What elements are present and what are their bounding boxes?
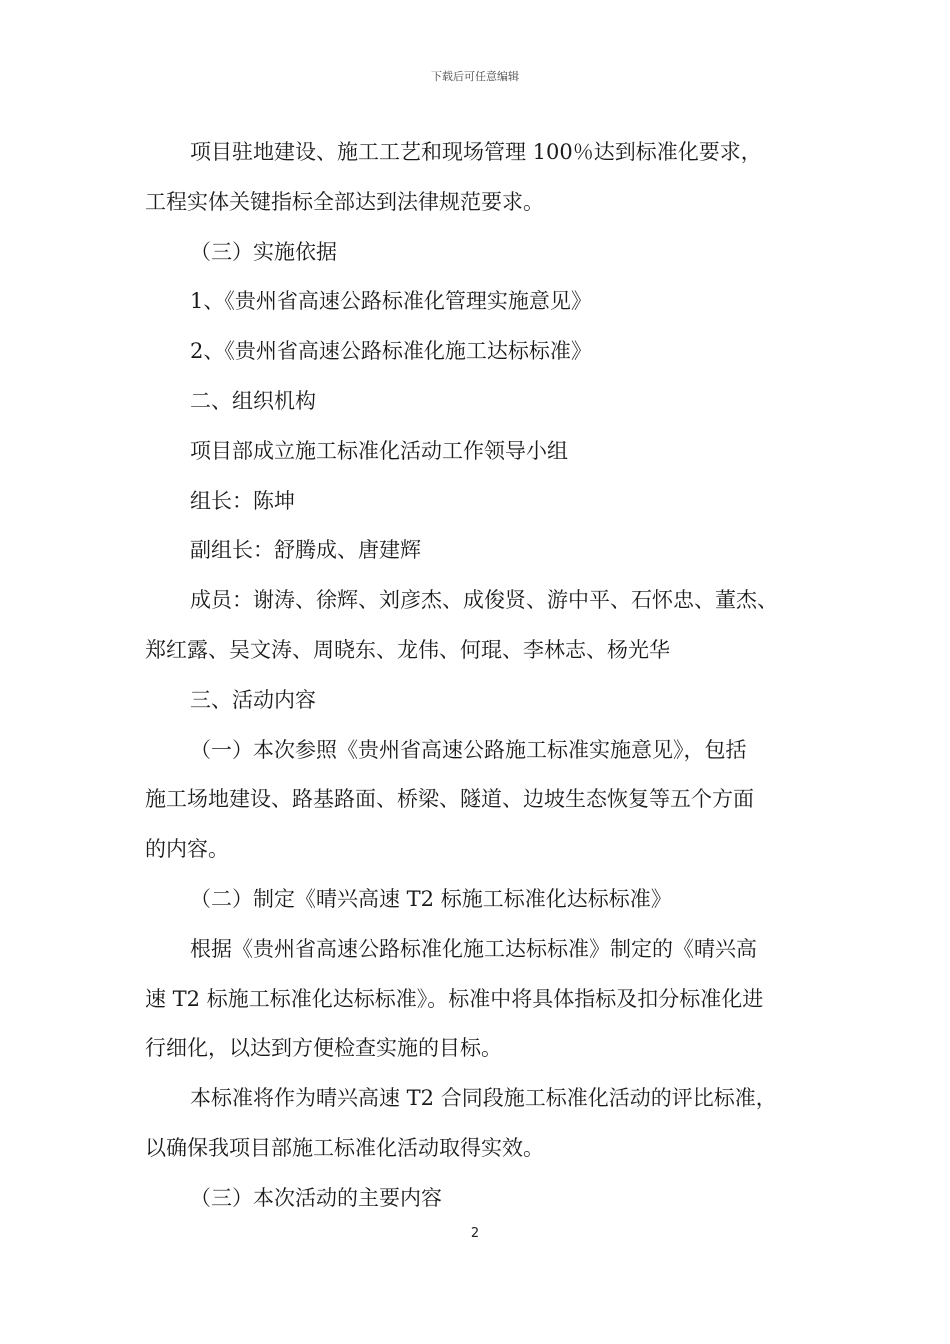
paragraph-line: 项目部成立施工标准化活动工作领导小组	[190, 438, 568, 463]
paragraph-line: 行细化，以达到方便检查实施的目标。	[145, 1036, 502, 1061]
section-heading: （三）本次活动的主要内容	[190, 1185, 442, 1210]
paragraph-line: 的内容。	[145, 837, 229, 862]
section-heading: 二、组织机构	[190, 388, 316, 413]
paragraph-line: 本标准将作为晴兴高速 T2 合同段施工标准化活动的评比标准，	[190, 1086, 777, 1111]
page-number: 2	[470, 1226, 480, 1241]
paragraph-line: 郑红露、吴文涛、周晓东、龙伟、何琨、李林志、杨光华	[145, 637, 670, 662]
paragraph-line: 速 T2 标施工标准化达标标准》。标准中将具体指标及扣分标准化进	[145, 986, 764, 1011]
paragraph-line: （一）本次参照《贵州省高速公路施工标准实施意见》，包括	[190, 737, 747, 762]
list-item: 1、《贵州省高速公路标准化管理实施意见》	[190, 289, 592, 314]
paragraph-line: 工程实体关键指标全部达到法律规范要求。	[145, 189, 544, 214]
paragraph-line: 组长：陈坤	[190, 488, 295, 513]
page-header: 下载后可任意编辑	[431, 70, 519, 83]
paragraph-line: 以确保我项目部施工标准化活动取得实效。	[145, 1135, 544, 1160]
paragraph-line: 施工场地建设、路基路面、桥梁、隧道、边坡生态恢复等五个方面	[145, 787, 754, 812]
paragraph-line: 项目驻地建设、施工工艺和现场管理 100％达到标准化要求，	[190, 140, 762, 164]
document-body	[145, 128, 810, 1224]
section-heading: 三、活动内容	[190, 687, 316, 712]
paragraph-line: 副组长：舒腾成、唐建辉	[190, 538, 421, 563]
section-heading: （三）实施依据	[190, 239, 337, 264]
list-item: 2、《贵州省高速公路标准化施工达标标准》	[190, 339, 592, 364]
section-heading: （二）制定《晴兴高速 T2 标施工标准化达标标准》	[190, 886, 672, 911]
paragraph-line: 成员：谢涛、徐辉、刘彦杰、成俊贤、游中平、石怀忠、董杰、	[190, 588, 778, 613]
paragraph-line: 根据《贵州省高速公路标准化施工达标标准》制定的《晴兴高	[190, 936, 757, 961]
